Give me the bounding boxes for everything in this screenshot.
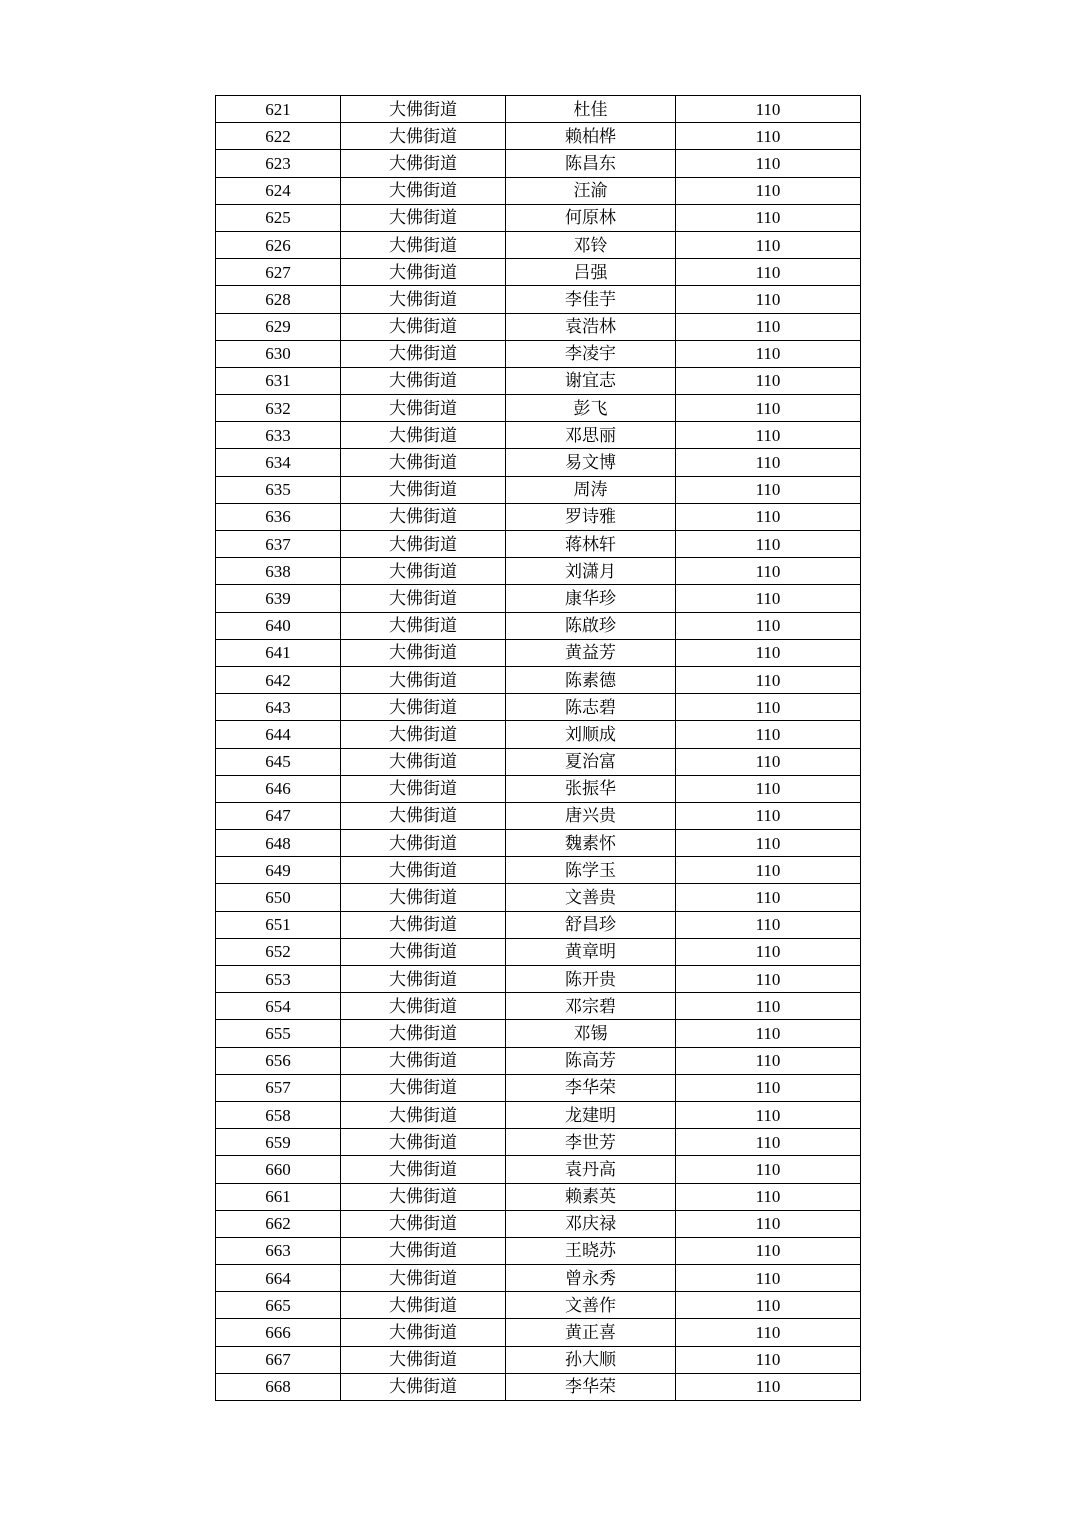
- table-row: [216, 286, 861, 313]
- cell-person-name: 陈学玉: [506, 857, 676, 884]
- table-row: [216, 775, 861, 802]
- cell-person-name: 李华荣: [506, 1074, 676, 1101]
- cell-score: 110: [676, 1346, 861, 1373]
- table-row: [216, 367, 861, 394]
- cell-score: 110: [676, 1129, 861, 1156]
- cell-person-name: 易文博: [506, 449, 676, 476]
- cell-person-name: 邓铃: [506, 231, 676, 258]
- table-row: [216, 639, 861, 666]
- cell-street: 大佛街道: [341, 721, 506, 748]
- cell-street: 大佛街道: [341, 1292, 506, 1319]
- cell-person-name: 陈志碧: [506, 694, 676, 721]
- table-row: [216, 96, 861, 123]
- cell-person-name: 唐兴贵: [506, 802, 676, 829]
- table-row: [216, 123, 861, 150]
- table-row: [216, 422, 861, 449]
- cell-person-name: 袁浩林: [506, 313, 676, 340]
- cell-row-number: 625: [216, 204, 341, 231]
- cell-street: 大佛街道: [341, 639, 506, 666]
- table-row: [216, 1373, 861, 1400]
- table-row: [216, 395, 861, 422]
- cell-score: 110: [676, 1265, 861, 1292]
- cell-person-name: 康华珍: [506, 585, 676, 612]
- cell-street: 大佛街道: [341, 938, 506, 965]
- cell-score: 110: [676, 531, 861, 558]
- cell-row-number: 665: [216, 1292, 341, 1319]
- cell-row-number: 624: [216, 177, 341, 204]
- cell-score: 110: [676, 966, 861, 993]
- cell-person-name: 赖柏桦: [506, 123, 676, 150]
- cell-street: 大佛街道: [341, 1183, 506, 1210]
- cell-score: 110: [676, 938, 861, 965]
- cell-street: 大佛街道: [341, 286, 506, 313]
- cell-score: 110: [676, 830, 861, 857]
- cell-row-number: 647: [216, 802, 341, 829]
- table-row: [216, 558, 861, 585]
- cell-score: 110: [676, 1183, 861, 1210]
- cell-row-number: 663: [216, 1237, 341, 1264]
- cell-row-number: 653: [216, 966, 341, 993]
- cell-street: 大佛街道: [341, 857, 506, 884]
- cell-row-number: 656: [216, 1047, 341, 1074]
- cell-score: 110: [676, 259, 861, 286]
- cell-row-number: 660: [216, 1156, 341, 1183]
- cell-person-name: 邓宗碧: [506, 993, 676, 1020]
- table-row: [216, 585, 861, 612]
- cell-street: 大佛街道: [341, 1373, 506, 1400]
- cell-street: 大佛街道: [341, 96, 506, 123]
- cell-score: 110: [676, 150, 861, 177]
- cell-row-number: 642: [216, 666, 341, 693]
- table-row: [216, 721, 861, 748]
- table-row: [216, 1101, 861, 1128]
- cell-row-number: 634: [216, 449, 341, 476]
- table-row: [216, 1346, 861, 1373]
- cell-score: 110: [676, 721, 861, 748]
- cell-row-number: 635: [216, 476, 341, 503]
- cell-score: 110: [676, 775, 861, 802]
- cell-score: 110: [676, 449, 861, 476]
- cell-street: 大佛街道: [341, 966, 506, 993]
- cell-person-name: 陈素德: [506, 666, 676, 693]
- cell-score: 110: [676, 367, 861, 394]
- cell-score: 110: [676, 639, 861, 666]
- cell-street: 大佛街道: [341, 150, 506, 177]
- cell-street: 大佛街道: [341, 1129, 506, 1156]
- table-row: [216, 1292, 861, 1319]
- cell-street: 大佛街道: [341, 1237, 506, 1264]
- table-row: [216, 1020, 861, 1047]
- table-row: [216, 612, 861, 639]
- table-row: [216, 259, 861, 286]
- cell-score: 110: [676, 1101, 861, 1128]
- table-row: [216, 938, 861, 965]
- cell-row-number: 632: [216, 395, 341, 422]
- cell-person-name: 李华荣: [506, 1373, 676, 1400]
- cell-score: 110: [676, 857, 861, 884]
- table-row: [216, 1319, 861, 1346]
- cell-score: 110: [676, 204, 861, 231]
- cell-street: 大佛街道: [341, 449, 506, 476]
- table-row: [216, 1156, 861, 1183]
- cell-score: 110: [676, 993, 861, 1020]
- cell-row-number: 638: [216, 558, 341, 585]
- cell-person-name: 彭飞: [506, 395, 676, 422]
- cell-person-name: 杜佳: [506, 96, 676, 123]
- cell-score: 110: [676, 666, 861, 693]
- table-row: [216, 449, 861, 476]
- table-row: [216, 1210, 861, 1237]
- cell-row-number: 637: [216, 531, 341, 558]
- cell-street: 大佛街道: [341, 1156, 506, 1183]
- table-row: [216, 340, 861, 367]
- table-row: [216, 1129, 861, 1156]
- cell-score: 110: [676, 585, 861, 612]
- cell-row-number: 644: [216, 721, 341, 748]
- table-row: [216, 313, 861, 340]
- cell-row-number: 633: [216, 422, 341, 449]
- cell-row-number: 651: [216, 911, 341, 938]
- cell-row-number: 629: [216, 313, 341, 340]
- cell-person-name: 汪渝: [506, 177, 676, 204]
- cell-street: 大佛街道: [341, 1020, 506, 1047]
- cell-person-name: 邓思丽: [506, 422, 676, 449]
- cell-street: 大佛街道: [341, 259, 506, 286]
- cell-score: 110: [676, 1319, 861, 1346]
- cell-street: 大佛街道: [341, 123, 506, 150]
- cell-street: 大佛街道: [341, 612, 506, 639]
- cell-street: 大佛街道: [341, 666, 506, 693]
- cell-score: 110: [676, 1373, 861, 1400]
- cell-person-name: 魏素怀: [506, 830, 676, 857]
- table-row: [216, 666, 861, 693]
- cell-street: 大佛街道: [341, 911, 506, 938]
- cell-score: 110: [676, 503, 861, 530]
- cell-row-number: 630: [216, 340, 341, 367]
- table-row: [216, 204, 861, 231]
- cell-score: 110: [676, 802, 861, 829]
- cell-street: 大佛街道: [341, 585, 506, 612]
- cell-street: 大佛街道: [341, 204, 506, 231]
- cell-score: 110: [676, 177, 861, 204]
- cell-person-name: 袁丹高: [506, 1156, 676, 1183]
- cell-person-name: 李佳芋: [506, 286, 676, 313]
- cell-street: 大佛街道: [341, 558, 506, 585]
- cell-person-name: 刘顺成: [506, 721, 676, 748]
- cell-score: 110: [676, 123, 861, 150]
- table-row: [216, 177, 861, 204]
- cell-street: 大佛街道: [341, 694, 506, 721]
- cell-person-name: 孙大顺: [506, 1346, 676, 1373]
- cell-person-name: 黄章明: [506, 938, 676, 965]
- cell-street: 大佛街道: [341, 748, 506, 775]
- cell-score: 110: [676, 1020, 861, 1047]
- cell-row-number: 622: [216, 123, 341, 150]
- cell-score: 110: [676, 612, 861, 639]
- cell-street: 大佛街道: [341, 1265, 506, 1292]
- cell-person-name: 李凌宇: [506, 340, 676, 367]
- table-row: [216, 911, 861, 938]
- cell-row-number: 661: [216, 1183, 341, 1210]
- cell-score: 110: [676, 395, 861, 422]
- cell-person-name: 罗诗雅: [506, 503, 676, 530]
- cell-street: 大佛街道: [341, 830, 506, 857]
- cell-street: 大佛街道: [341, 395, 506, 422]
- cell-score: 110: [676, 313, 861, 340]
- cell-person-name: 陈高芳: [506, 1047, 676, 1074]
- table-row: [216, 748, 861, 775]
- cell-person-name: 赖素英: [506, 1183, 676, 1210]
- table-row: [216, 503, 861, 530]
- cell-street: 大佛街道: [341, 422, 506, 449]
- cell-score: 110: [676, 1074, 861, 1101]
- cell-row-number: 627: [216, 259, 341, 286]
- cell-street: 大佛街道: [341, 531, 506, 558]
- cell-row-number: 643: [216, 694, 341, 721]
- cell-row-number: 662: [216, 1210, 341, 1237]
- cell-score: 110: [676, 694, 861, 721]
- table-row: [216, 966, 861, 993]
- table-row: [216, 1047, 861, 1074]
- cell-score: 110: [676, 1210, 861, 1237]
- cell-person-name: 舒昌珍: [506, 911, 676, 938]
- cell-row-number: 631: [216, 367, 341, 394]
- cell-person-name: 夏治富: [506, 748, 676, 775]
- cell-person-name: 文善作: [506, 1292, 676, 1319]
- cell-row-number: 667: [216, 1346, 341, 1373]
- table-row: [216, 1237, 861, 1264]
- cell-row-number: 668: [216, 1373, 341, 1400]
- cell-street: 大佛街道: [341, 1346, 506, 1373]
- cell-score: 110: [676, 911, 861, 938]
- table-row: [216, 993, 861, 1020]
- cell-street: 大佛街道: [341, 177, 506, 204]
- score-table: [215, 95, 861, 1401]
- cell-person-name: 何原林: [506, 204, 676, 231]
- cell-person-name: 陈开贵: [506, 966, 676, 993]
- cell-score: 110: [676, 231, 861, 258]
- cell-score: 110: [676, 340, 861, 367]
- cell-row-number: 636: [216, 503, 341, 530]
- cell-person-name: 文善贵: [506, 884, 676, 911]
- cell-row-number: 646: [216, 775, 341, 802]
- cell-score: 110: [676, 422, 861, 449]
- cell-person-name: 邓庆禄: [506, 1210, 676, 1237]
- score-table-body: [216, 96, 861, 1401]
- cell-person-name: 陈昌东: [506, 150, 676, 177]
- cell-person-name: 吕强: [506, 259, 676, 286]
- cell-score: 110: [676, 558, 861, 585]
- cell-person-name: 张振华: [506, 775, 676, 802]
- table-row: [216, 802, 861, 829]
- cell-person-name: 陈啟珍: [506, 612, 676, 639]
- table-row: [216, 1183, 861, 1210]
- cell-score: 110: [676, 96, 861, 123]
- cell-row-number: 652: [216, 938, 341, 965]
- cell-score: 110: [676, 476, 861, 503]
- cell-person-name: 王晓苏: [506, 1237, 676, 1264]
- table-row: [216, 1074, 861, 1101]
- cell-person-name: 周涛: [506, 476, 676, 503]
- cell-score: 110: [676, 1156, 861, 1183]
- cell-row-number: 654: [216, 993, 341, 1020]
- table-row: [216, 830, 861, 857]
- table-row: [216, 531, 861, 558]
- cell-row-number: 657: [216, 1074, 341, 1101]
- cell-person-name: 曾永秀: [506, 1265, 676, 1292]
- cell-row-number: 621: [216, 96, 341, 123]
- cell-row-number: 639: [216, 585, 341, 612]
- cell-street: 大佛街道: [341, 340, 506, 367]
- table-row: [216, 694, 861, 721]
- table-row: [216, 150, 861, 177]
- cell-score: 110: [676, 1292, 861, 1319]
- cell-score: 110: [676, 748, 861, 775]
- cell-row-number: 664: [216, 1265, 341, 1292]
- cell-score: 110: [676, 286, 861, 313]
- cell-street: 大佛街道: [341, 367, 506, 394]
- table-row: [216, 231, 861, 258]
- cell-street: 大佛街道: [341, 1319, 506, 1346]
- cell-street: 大佛街道: [341, 993, 506, 1020]
- cell-row-number: 626: [216, 231, 341, 258]
- cell-person-name: 黄正喜: [506, 1319, 676, 1346]
- cell-person-name: 蒋林轩: [506, 531, 676, 558]
- cell-row-number: 628: [216, 286, 341, 313]
- cell-street: 大佛街道: [341, 775, 506, 802]
- cell-row-number: 650: [216, 884, 341, 911]
- cell-row-number: 658: [216, 1101, 341, 1128]
- cell-person-name: 黄益芳: [506, 639, 676, 666]
- cell-row-number: 645: [216, 748, 341, 775]
- cell-street: 大佛街道: [341, 313, 506, 340]
- table-row: [216, 857, 861, 884]
- cell-street: 大佛街道: [341, 476, 506, 503]
- cell-street: 大佛街道: [341, 884, 506, 911]
- cell-score: 110: [676, 1047, 861, 1074]
- cell-street: 大佛街道: [341, 802, 506, 829]
- cell-street: 大佛街道: [341, 1101, 506, 1128]
- cell-row-number: 641: [216, 639, 341, 666]
- cell-score: 110: [676, 884, 861, 911]
- table-row: [216, 476, 861, 503]
- cell-person-name: 龙建明: [506, 1101, 676, 1128]
- cell-person-name: 刘潇月: [506, 558, 676, 585]
- table-row: [216, 1265, 861, 1292]
- cell-street: 大佛街道: [341, 1210, 506, 1237]
- cell-row-number: 640: [216, 612, 341, 639]
- cell-row-number: 649: [216, 857, 341, 884]
- cell-score: 110: [676, 1237, 861, 1264]
- cell-row-number: 666: [216, 1319, 341, 1346]
- cell-street: 大佛街道: [341, 503, 506, 530]
- cell-row-number: 659: [216, 1129, 341, 1156]
- table-row: [216, 884, 861, 911]
- cell-row-number: 648: [216, 830, 341, 857]
- cell-street: 大佛街道: [341, 1074, 506, 1101]
- cell-person-name: 谢宜志: [506, 367, 676, 394]
- cell-street: 大佛街道: [341, 1047, 506, 1074]
- cell-person-name: 李世芳: [506, 1129, 676, 1156]
- cell-row-number: 623: [216, 150, 341, 177]
- cell-street: 大佛街道: [341, 231, 506, 258]
- cell-person-name: 邓锡: [506, 1020, 676, 1047]
- cell-row-number: 655: [216, 1020, 341, 1047]
